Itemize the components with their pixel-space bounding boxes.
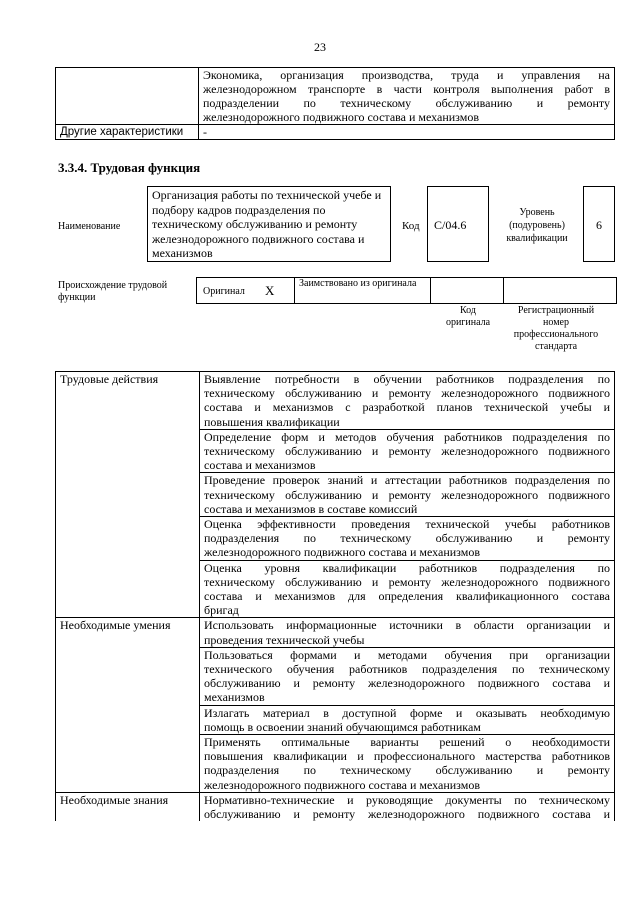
- page-number: 23: [314, 40, 326, 54]
- level-label: Уровень (подуровень) квалификации: [506, 207, 568, 244]
- original-mark: X: [265, 283, 275, 298]
- original-label: Оригинал: [203, 286, 245, 297]
- list-item: Выявление потребности в обучении работников подразделения по техническому обслуживанию и ремонту железнодорожного подвижного состава и механизмов с разработкой планов технической учебы и повышения квалификации: [200, 372, 615, 430]
- section-heading: 3.3.4. Трудовая функция: [58, 160, 201, 175]
- list-item: Оценка уровня квалификации работников подразделения по техническому обслуживанию и ремонту железнодорожного подвижного состава и механизмов для определения квалификационного состава бригад: [200, 560, 615, 618]
- row-value: -: [199, 125, 615, 140]
- reg-number-caption: Регистрационный номер профессионального стандарта: [513, 305, 599, 352]
- origin-label: Происхождение трудовой функции: [58, 280, 168, 303]
- borrowed-label: Заимствовано из оригинала: [299, 278, 417, 289]
- code-label: Код: [402, 220, 420, 232]
- table-row: [56, 618, 615, 647]
- table-row: [56, 68, 615, 125]
- row-label: [56, 68, 199, 125]
- divider: [503, 277, 504, 304]
- characteristics-table: [55, 67, 615, 140]
- row-value: Экономика, организация производства, труда и управления на железнодорожном транспорте в части контроля выполнения работ в подразделении по техническому обслуживанию и ремонту железнодорожного подвижного состава и механизмов: [199, 68, 615, 125]
- list-item: Оценка эффективности проведения технической учебы работников подразделения по техническому обслуживанию и ремонту железнодорожного подвижного состава и механизмов: [200, 517, 615, 561]
- row-label: Другие характеристики: [56, 125, 199, 140]
- table-row: [56, 792, 615, 821]
- code-value: С/04.6: [427, 186, 489, 262]
- list-item: Проведение проверок знаний и аттестации работников подразделения по техническому обслуживанию и ремонту железнодорожного подвижного состава и механизмов в составе комиссий: [200, 473, 615, 517]
- labor-function-table: [55, 371, 615, 821]
- divider: [430, 277, 431, 304]
- list-item: Определение форм и методов обучения работников подразделения по техническому обслуживанию и ремонту железнодорожного подвижного состава и механизмов: [200, 429, 615, 473]
- table-row: [56, 125, 615, 140]
- list-item: Нормативно-технические и руководящие документы по техническому обслуживанию и ремонту железнодорожного подвижного состава и: [200, 792, 615, 821]
- list-item: Использовать информационные источники в области организации и проведения технической учебы: [200, 618, 615, 647]
- row-label: Необходимые знания: [56, 792, 200, 821]
- code-original-caption: Код оригинала: [445, 305, 491, 328]
- table-row: [56, 372, 615, 430]
- list-item: Применять оптимальные варианты решений о необходимости повышения квалификации и профессионального мастерства работников подразделения по техническому обслуживанию и ремонту железнодорожного подвижного состава и механизмов: [200, 735, 615, 793]
- divider: [294, 277, 295, 304]
- row-label: Необходимые умения: [56, 618, 200, 792]
- name-label: Наименование: [58, 221, 121, 232]
- list-item: Излагать материал в доступной форме и оказывать необходимую помощь в освоении знаний обучающимся работникам: [200, 705, 615, 734]
- row-label: Трудовые действия: [56, 372, 200, 618]
- list-item: Пользоваться формами и методами обучения при организации технического обучения работников подразделения по техническому обслуживанию и ремонту железнодорожного подвижного состава и механизмов: [200, 647, 615, 705]
- function-name: Организация работы по технической учебе и подбору кадров подразделения по техническому обслуживанию и ремонту железнодорожного подвижного состава и механизмов: [147, 186, 391, 262]
- level-value: 6: [583, 186, 615, 262]
